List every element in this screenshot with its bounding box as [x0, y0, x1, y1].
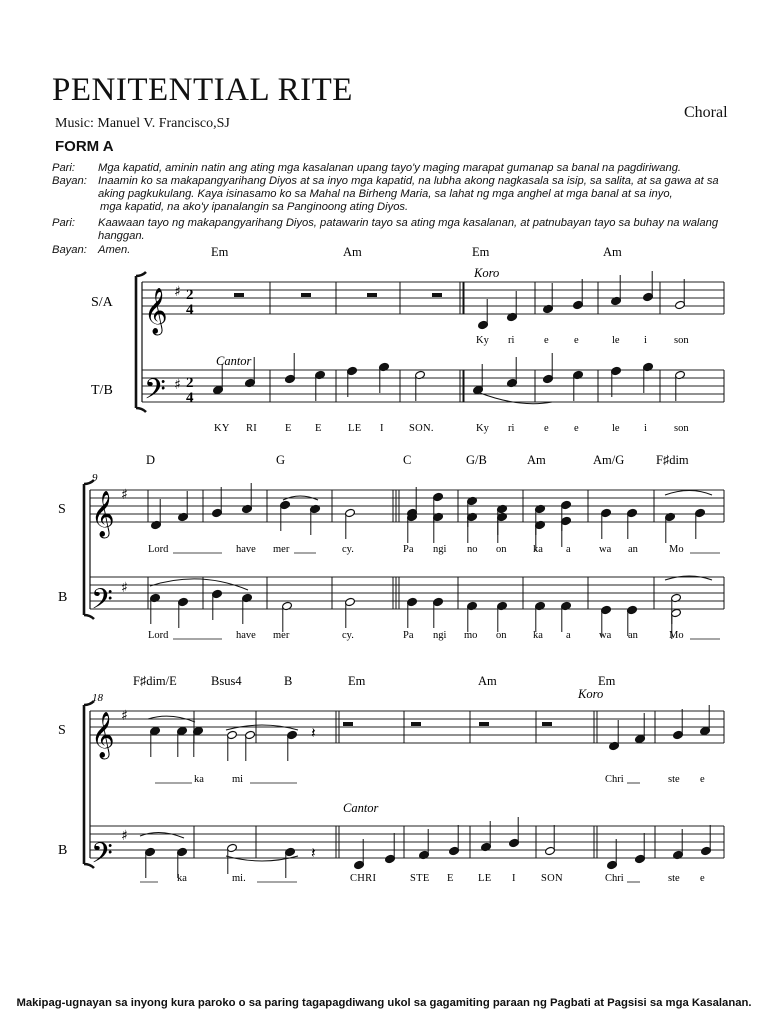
lyric-syllable: e [574, 335, 579, 346]
lyric-syllable: an [628, 630, 638, 641]
form-heading: FORM A [55, 138, 114, 155]
time-signature-bottom: 4 [186, 302, 194, 318]
lyric-syllable: e [700, 774, 705, 785]
lyric-syllable: wa [599, 630, 612, 641]
direction-cantor: Cantor [343, 801, 379, 815]
lyric-syllable: e [574, 423, 579, 434]
chord-symbol: Am [343, 245, 362, 259]
sharp-icon: ♯ [121, 828, 128, 844]
lyric-syllable: son [674, 335, 689, 346]
speaker-label: Bayan: [52, 244, 87, 256]
chord-symbol: G [276, 453, 286, 467]
direction-cantor: Cantor [216, 354, 252, 368]
lyric-syllable: I [512, 873, 516, 884]
quarter-rest-icon: 𝄽 [311, 844, 316, 862]
chord-symbol: Am/G [593, 453, 625, 467]
slur [665, 491, 712, 496]
measure-number: 9 [92, 472, 98, 484]
time-signature-bottom: 4 [186, 390, 194, 406]
lyric-syllable: le [612, 335, 620, 346]
staff-name-b: B [58, 590, 68, 605]
lyric-syllable: a [566, 544, 571, 555]
chord-symbol: B [284, 674, 293, 688]
lyric-syllable: Pa [403, 544, 414, 555]
lyrics-system-2-upper [148, 544, 720, 555]
treble-clef-icon: 𝄞 [144, 288, 168, 334]
lyric-syllable: on [496, 630, 507, 641]
lyric-syllable: SON [541, 873, 563, 884]
intro-line: Mga kapatid, aminin natin ang ating mga kasalanan upang tayo'y maging marapat gumanap sa banal na pagdiriwang. [98, 162, 682, 174]
lyrics-system-3-lower [140, 873, 705, 884]
lyric-syllable: ka [533, 544, 543, 555]
treble-clef-icon: 𝄞 [91, 491, 115, 537]
speaker-label: Pari: [52, 217, 76, 229]
lyric-syllable: wa [599, 544, 612, 555]
lyric-syllable: mer [273, 630, 290, 641]
lyric-syllable: on [496, 544, 507, 555]
lyric-syllable: ri [508, 423, 515, 434]
chord-symbol: C [403, 453, 412, 467]
lyric-syllable: ka [194, 774, 204, 785]
lyric-syllable: e [544, 335, 549, 346]
sharp-icon: ♯ [174, 377, 181, 393]
lyric-syllable: mi [232, 774, 244, 785]
lyric-syllable: ste [668, 774, 680, 785]
lyric-syllable: ka [533, 630, 543, 641]
lyric-syllable: E [315, 423, 322, 434]
chord-symbol: Bsus4 [211, 674, 242, 688]
lyric-syllable: mi. [232, 873, 246, 884]
lyric-syllable: e [544, 423, 549, 434]
intro-line: Inaamin ko sa makapangyarihang Diyos at sa inyo mga kapatid, na lubha akong nagkasala sa isip, sa salita, at sa gawa at sa [98, 175, 719, 187]
lyric-syllable: an [628, 544, 638, 555]
lyric-syllable: mo [464, 630, 478, 641]
bass-clef-icon: 𝄢 [91, 583, 113, 623]
chord-symbol: Am [527, 453, 546, 467]
chord-symbol: Am [603, 245, 622, 259]
chord-symbol: D [146, 453, 156, 467]
lyric-syllable: STE [410, 873, 430, 884]
chord-symbol: G/B [466, 453, 487, 467]
intro-line: aking pagkukulang. Kaya isinasamo ko sa Mahal na Birheng Maria, sa lahat ng mga anghel at mga banal at sa inyo, [98, 188, 673, 200]
barlines [84, 272, 724, 868]
lyric-syllable: ri [508, 335, 515, 346]
chord-symbol: Em [598, 674, 616, 688]
lyric-syllable: e [700, 873, 705, 884]
lyric-syllable: ngi [433, 544, 447, 555]
lyric-syllable: CHRI [350, 873, 377, 884]
lyric-syllable: son [674, 423, 689, 434]
lyric-syllable: KY [214, 423, 230, 434]
chord-symbol: Em [472, 245, 490, 259]
lyric-syllable: SON. [409, 423, 434, 434]
intro-line: mga kapatid, na ako'y ipanalangin sa Panginoong ating Diyos. [100, 201, 409, 213]
lyrics-system-1-upper [476, 335, 689, 346]
sharp-icon: ♯ [121, 708, 128, 724]
sharp-icon: ♯ [121, 580, 128, 596]
staff-lines [90, 282, 724, 858]
chord-symbol: F♯dim [656, 453, 689, 467]
lyric-syllable: LE [478, 873, 492, 884]
sharp-icon: ♯ [121, 487, 128, 503]
lyric-syllable: i [644, 423, 647, 434]
lyric-syllable: Pa [403, 630, 414, 641]
speaker-label: Bayan: [52, 175, 87, 187]
slur [140, 832, 184, 838]
lyric-syllable: RI [246, 423, 258, 434]
staff-name-s: S [58, 723, 66, 738]
staff-name-b: B [58, 843, 68, 858]
lyric-syllable: mer [273, 544, 290, 555]
composer-credit: Music: Manuel V. Francisco,SJ [55, 116, 230, 131]
lyrics-system-2-lower [148, 630, 720, 641]
direction-koro: Koro [578, 687, 604, 701]
slur [226, 725, 298, 730]
slur [226, 856, 298, 861]
footer-note: Makipag-ugnayan sa inyong kura paroko o sa paring tagapagdiwang ukol sa gagamiting paraan ng Pagbati at Pagsisi sa mga Kasalanan. [16, 997, 752, 1009]
staff-name-tb: T/B [91, 383, 113, 398]
lyric-syllable: ste [668, 873, 680, 884]
time-signature-top: 2 [186, 287, 194, 303]
chord-symbol: F♯dim/E [133, 674, 177, 688]
lyric-syllable: a [566, 630, 571, 641]
staff-name-sa: S/A [91, 295, 113, 310]
lyric-syllable: E [447, 873, 454, 884]
lyric-syllable: Mo [669, 630, 684, 641]
staff-name-s: S [58, 502, 66, 517]
intro-line: Amen. [98, 244, 131, 256]
chord-symbol: Em [348, 674, 366, 688]
lyric-syllable: le [612, 423, 620, 434]
lyric-syllable: Mo [669, 544, 684, 555]
lyric-syllable: ka [177, 873, 187, 884]
lyric-syllable: Chri [605, 774, 624, 785]
slur [150, 579, 248, 590]
treble-clef-icon: 𝄞 [91, 712, 115, 758]
chord-symbol: Em [211, 245, 229, 259]
lyric-syllable: have [236, 544, 256, 555]
intro-line: Kaawaan tayo ng makapangyarihang Diyos, patawarin tayo sa ating mga kasalanan, at patnubayan tayo sa buhay na walang [98, 217, 719, 229]
lyric-syllable: Lord [148, 544, 169, 555]
intro-line: hanggan. [98, 230, 145, 242]
lyric-syllable: cy. [342, 630, 354, 641]
bass-clef-icon: 𝄢 [91, 837, 113, 877]
quarter-rest-icon: 𝄽 [311, 724, 316, 742]
bass-clef-icon: 𝄢 [144, 373, 166, 413]
lyric-syllable: i [644, 335, 647, 346]
lyric-syllable: Lord [148, 630, 169, 641]
lyric-syllable: I [380, 423, 384, 434]
lyrics-system-1-lower [214, 423, 689, 434]
lyric-syllable: Chri [605, 873, 624, 884]
lyric-syllable: cy. [342, 544, 354, 555]
category-label: Choral [684, 104, 728, 121]
lyric-syllable: Ky [476, 423, 489, 434]
lyric-syllable: no [467, 544, 478, 555]
chord-symbol: Am [478, 674, 497, 688]
speaker-label: Pari: [52, 162, 76, 174]
lyrics-system-3-upper [155, 774, 705, 785]
lyric-syllable: have [236, 630, 256, 641]
lyric-syllable: Ky [476, 335, 489, 346]
page-title: PENITENTIAL RITE [52, 72, 353, 108]
lyric-syllable: LE [348, 423, 362, 434]
time-signature-top: 2 [186, 375, 194, 391]
lyric-syllable: ngi [433, 630, 447, 641]
measure-number: 18 [92, 692, 103, 704]
direction-koro: Koro [474, 266, 500, 280]
lyric-syllable: E [285, 423, 292, 434]
sharp-icon: ♯ [174, 284, 181, 300]
